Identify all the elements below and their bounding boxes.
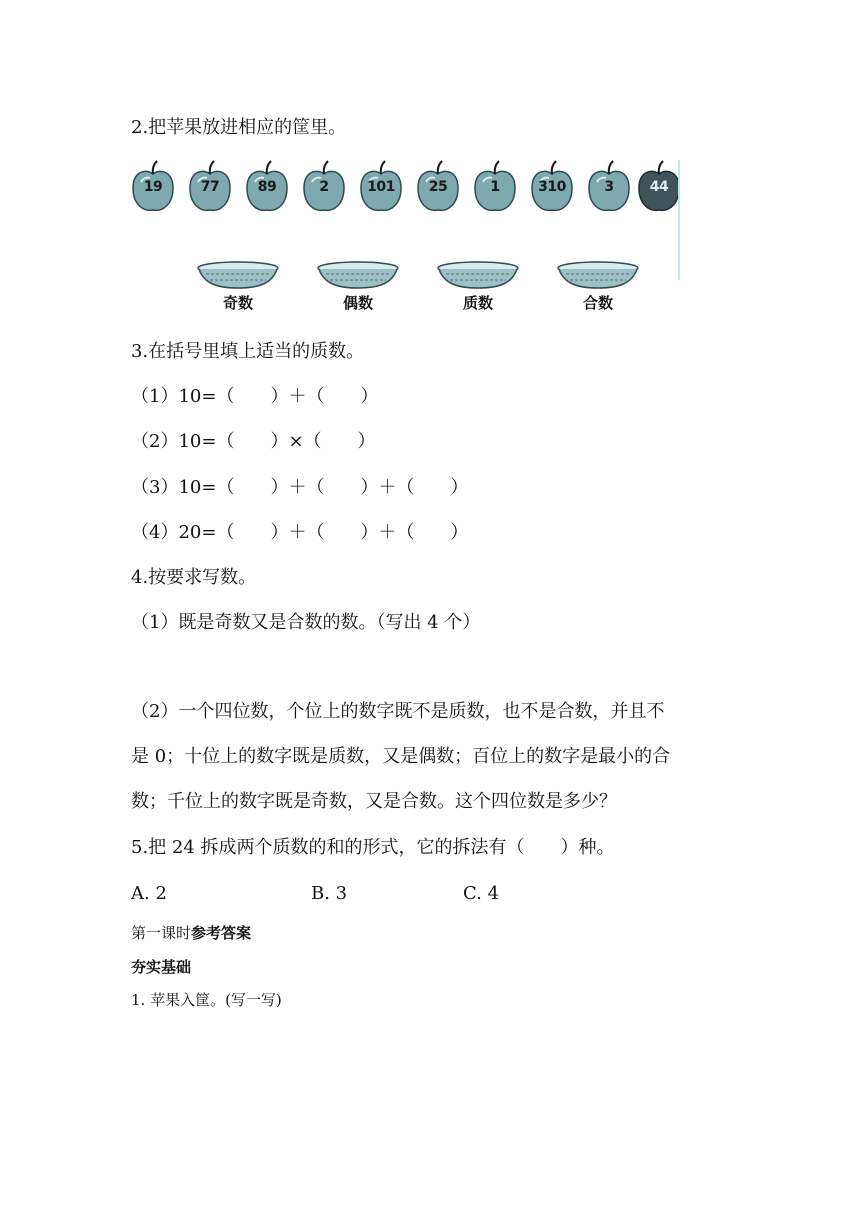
q5-title: 5.把 24 拆成两个质数的和的形式，它的拆法有（ ）种。 <box>131 837 615 858</box>
basket-label: 合数 <box>582 294 613 312</box>
q3-item-1: （1）10=（ ）＋（ ） <box>131 386 379 407</box>
apple-number: 19 <box>143 179 163 195</box>
q3-item-2: （2）10=（ ）×（ ） <box>131 431 376 452</box>
apple-5 <box>359 160 403 214</box>
basket-label: 质数 <box>462 294 493 312</box>
basket-odd <box>196 260 280 314</box>
q4-item-2-line-3: 数；千位上的数字既是奇数，又是合数。这个四位数是多少？ <box>131 791 617 812</box>
apple-number: 89 <box>257 179 277 195</box>
q5-option-c: C. 4 <box>463 883 500 904</box>
basket-even <box>316 260 400 314</box>
q2-title: 2.把苹果放进相应的筐里。 <box>131 117 347 138</box>
image-edge-line <box>678 160 680 280</box>
apple-number: 1 <box>490 179 500 195</box>
apple-number: 2 <box>319 179 329 195</box>
apple-6 <box>416 160 460 214</box>
q3-title: 3.在括号里填上适当的质数。 <box>131 341 365 362</box>
apple-9 <box>587 160 631 214</box>
answer-section-title: 夯实基础 <box>131 958 192 976</box>
basket-composite <box>556 260 640 314</box>
apple-number: 77 <box>200 179 220 195</box>
apple-row <box>131 160 681 220</box>
basket-row <box>190 260 670 320</box>
basket-label: 奇数 <box>222 294 253 312</box>
q3-item-4: （4）20=（ ）＋（ ）＋（ ） <box>131 522 469 543</box>
apple-4 <box>302 160 346 214</box>
apple-1 <box>131 160 175 214</box>
answer-header <box>131 923 251 943</box>
apple-number: 101 <box>367 179 395 195</box>
q3-item-3: （3）10=（ ）＋（ ）＋（ ） <box>131 477 469 498</box>
answer-header-title: 参考答案 <box>191 924 252 942</box>
apple-number: 44 <box>649 179 669 195</box>
apple-10 <box>637 160 681 214</box>
answer-header-lesson: 第一课时 <box>131 924 192 942</box>
q5-option-b: B. 3 <box>311 883 348 904</box>
apple-number: 310 <box>538 179 566 195</box>
apple-2 <box>188 160 232 214</box>
q4-title: 4.按要求写数。 <box>131 567 257 588</box>
q4-item-1: （1）既是奇数又是合数的数。（写出 4 个） <box>131 612 481 633</box>
apple-8 <box>530 160 574 214</box>
basket-prime <box>436 260 520 314</box>
apple-number: 3 <box>604 179 614 195</box>
answer-item-1: 1. 苹果入筐。(写一写) <box>131 991 282 1009</box>
q4-item-2-line-1: （2）一个四位数，个位上的数字既不是质数，也不是合数，并且不 <box>131 701 665 722</box>
apple-3 <box>245 160 289 214</box>
apple-7 <box>473 160 517 214</box>
q5-option-a: A. 2 <box>131 883 167 904</box>
apple-number: 25 <box>428 179 448 195</box>
q4-item-2-line-2: 是 0；十位上的数字既是质数，又是偶数；百位上的数字是最小的合 <box>131 746 671 767</box>
basket-label: 偶数 <box>342 294 373 312</box>
